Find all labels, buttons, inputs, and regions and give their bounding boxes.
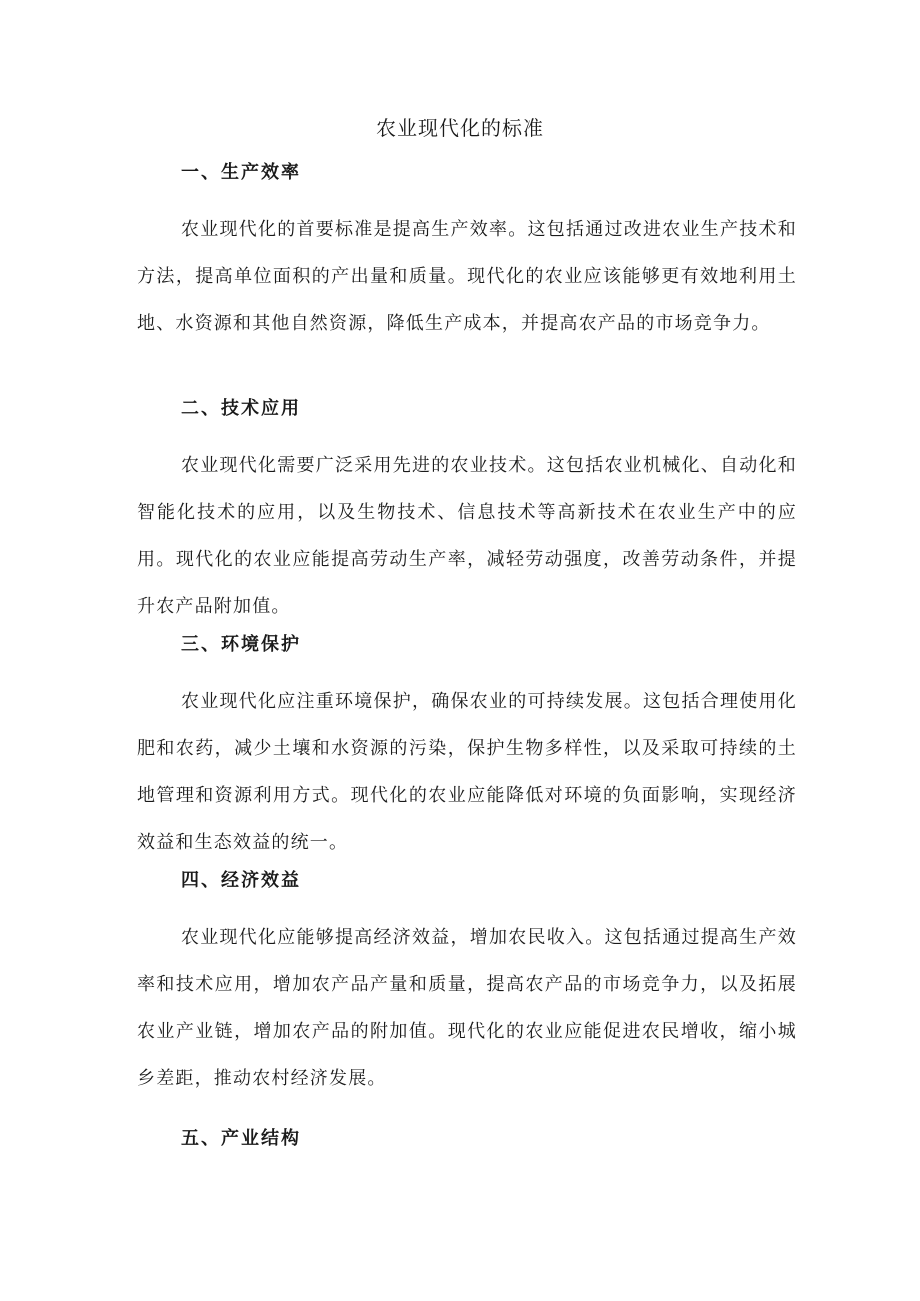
section-economic-benefits [137, 866, 797, 1102]
section-heading: 二、技术应用 [181, 398, 301, 419]
section-heading: 一、生产效率 [181, 162, 301, 183]
section-industrial-structure [137, 1124, 797, 1172]
section-heading: 三、环境保护 [181, 634, 301, 655]
section-body: 农业现代化的首要标准是提高生产效率。这包括通过改进农业生产技术和方法，提高单位面积的产出量和质量。现代化的农业应该能够更有效地利用土地、水资源和其他自然资源，降低生产成本，并提高农产品的市场竞争力。 [137, 219, 797, 334]
section-environmental-protection [137, 630, 797, 866]
section-body: 农业现代化应能够提高经济效益，增加农民收入。这包括通过提高生产效率和技术应用，增加农产品产量和质量，提高农产品的市场竞争力，以及拓展农业产业链，增加农产品的附加值。现代化的农业应能促进农民增收，缩小城乡差距，推动农村经济发展。 [137, 927, 797, 1089]
section-heading: 五、产业结构 [181, 1128, 301, 1149]
document-title: 农业现代化的标准 [376, 116, 544, 140]
section-body: 农业现代化应注重环境保护，确保农业的可持续发展。这包括合理使用化肥和农药，减少土壤和水资源的污染，保护生物多样性，以及采取可持续的土地管理和资源利用方式。现代化的农业应能降低对环境的负面影响，实现经济效益和生态效益的统一。 [137, 691, 797, 853]
section-technology-application [137, 394, 797, 630]
section-heading: 四、经济效益 [181, 870, 301, 891]
section-body: 农业现代化需要广泛采用先进的农业技术。这包括农业机械化、自动化和智能化技术的应用，以及生物技术、信息技术等高新技术在农业生产中的应用。现代化的农业应能提高劳动生产率，减轻劳动强度，改善劳动条件，并提升农产品附加值。 [137, 455, 797, 617]
section-production-efficiency [137, 158, 797, 347]
